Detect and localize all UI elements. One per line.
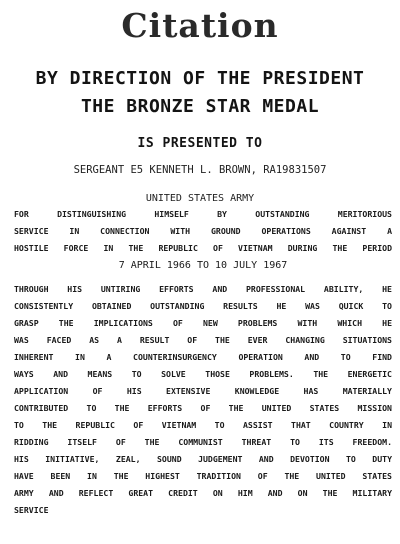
- service-branch: UNITED STATES ARMY: [145, 193, 255, 204]
- paragraph-2-line: HAVE BEEN IN THE HIGHEST TRADITION OF THE UNITED STATES: [14, 471, 392, 481]
- paragraph-1-line: SERVICE IN CONNECTION WITH GROUND OPERATIONS AGAINST A: [14, 226, 392, 236]
- paragraph-2-line: THROUGH HIS UNTIRING EFFORTS AND PROFESSIONAL ABILITY, HE: [14, 284, 392, 294]
- citation-paragraph-2: [14, 281, 392, 519]
- paragraph-2-line: WAYS AND MEANS TO SOLVE THOSE PROBLEMS. THE ENERGETIC: [14, 369, 392, 379]
- heading-line-2: THE BRONZE STAR MEDAL: [80, 96, 320, 117]
- paragraph-2-line: GRASP THE IMPLICATIONS OF NEW PROBLEMS WITH WHICH HE: [14, 318, 392, 328]
- citation-paragraph-1: [14, 206, 392, 274]
- paragraph-2-line: CONSISTENTLY OBTAINED OUTSTANDING RESULTS HE WAS QUICK TO: [14, 301, 392, 311]
- presented-to-line: IS PRESENTED TO: [137, 136, 263, 151]
- paragraph-1-line: HOSTILE FORCE IN THE REPUBLIC OF VIETNAM DURING THE PERIOD: [14, 243, 392, 253]
- recipient-name: SERGEANT E5 KENNETH L. BROWN, RA19831507: [73, 164, 327, 176]
- heading-line-1: BY DIRECTION OF THE PRESIDENT: [35, 68, 365, 89]
- paragraph-2-line: TO THE REPUBLIC OF VIETNAM TO ASSIST THAT COUNTRY IN: [14, 420, 392, 430]
- paragraph-2-line: INHERENT IN A COUNTERINSURGENCY OPERATION AND TO FIND: [14, 352, 392, 362]
- paragraph-2-line: CONTRIBUTED TO THE EFFORTS OF THE UNITED STATES MISSION: [14, 403, 392, 413]
- paragraph-2-line: SERVICE: [14, 505, 49, 515]
- paragraph-1-line: FOR DISTINGUISHING HIMSELF BY OUTSTANDING MERITORIOUS: [14, 209, 392, 219]
- paragraph-2-line: RIDDING ITSELF OF THE COMMUNIST THREAT TO ITS FREEDOM.: [14, 437, 392, 447]
- citation-title: Citation: [121, 6, 279, 45]
- paragraph-2-line: WAS FACED AS A RESULT OF THE EVER CHANGING SITUATIONS: [14, 335, 392, 345]
- service-period: 7 APRIL 1966 TO 10 JULY 1967: [118, 260, 288, 271]
- paragraph-2-line: ARMY AND REFLECT GREAT CREDIT ON HIM AND ON THE MILITARY: [14, 488, 392, 498]
- paragraph-2-line: APPLICATION OF HIS EXTENSIVE KNOWLEDGE HAS MATERIALLY: [14, 386, 392, 396]
- paragraph-2-line: HIS INITIATIVE, ZEAL, SOUND JUDGEMENT AND DEVOTION TO DUTY: [14, 454, 392, 464]
